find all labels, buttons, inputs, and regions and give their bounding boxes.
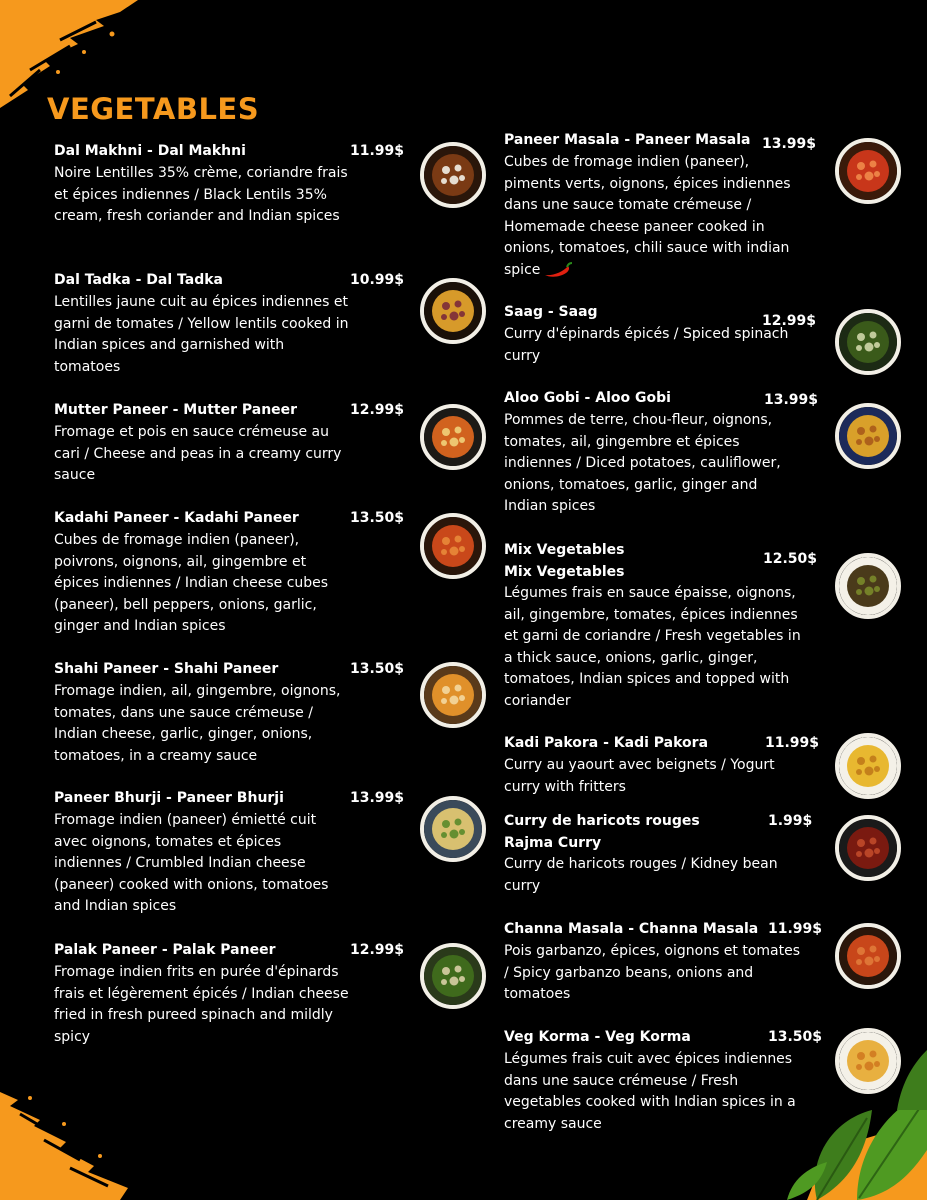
dal-makhni-bowl (420, 142, 486, 208)
veg-korma-bowl (835, 1028, 901, 1094)
aloo-gobi-bowl (835, 403, 901, 469)
dish-price: 13.50$ (350, 661, 405, 677)
section-title: VEGETABLES (47, 92, 260, 126)
dish-description-text: Pommes de terre, chou-fleur, oignons, tomates, ail, gingembre et épices indiennes / Diced potatoes, cauliflower, onions, tomatoes, garlic, ginger and Indian spices (504, 412, 781, 515)
dish-price: 13.99$ (350, 790, 405, 806)
dish-description (54, 530, 350, 638)
dal-tadka-bowl (420, 278, 486, 344)
dish-description-text: Cubes de fromage indien (paneer), poivrons, oignons, ail, gingembre et épices indiennes / Indian cheese cubes (paneer), bell peppers, onions, garlic, ginger and Indian spices (54, 532, 329, 635)
dish-name: Veg Korma - Veg Korma (504, 1029, 691, 1045)
orange-brush-bottom-left (0, 1080, 140, 1200)
mix-vegetables-bowl (835, 553, 901, 619)
dish-description (504, 152, 804, 282)
dish-price: 10.99$ (350, 272, 405, 288)
dish-name: Aloo Gobi - Aloo Gobi (504, 390, 671, 406)
dish-description-text: Cubes de fromage indien (paneer), piments verts, oignons, épices indiennes dans une sauce tomate crémeuse / Homemade cheese paneer cooked in onions, tomatoes, chili sauce with indian spice (504, 154, 791, 278)
mutter-paneer-bowl (420, 404, 486, 470)
dish-price: 13.99$ (764, 392, 819, 408)
dish-name: Shahi Paneer - Shahi Paneer (54, 661, 279, 677)
dish-description (54, 292, 350, 378)
dish-name: Dal Makhni - Dal Makhni (54, 143, 246, 159)
dish-description-text: Fromage indien frits en purée d'épinards frais et légèrement épicés / Indian cheese fried in fresh pureed spinach and mildly spicy (54, 964, 349, 1045)
dish-description-text: Fromage et pois en sauce crémeuse au cari / Cheese and peas in a creamy curry sauce (54, 424, 342, 484)
dish-description-text: Légumes frais en sauce épaisse, oignons, ail, gingembre, tomates, épices indiennes et garni de coriandre / Fresh vegetables in a thick sauce, onions, garlic, ginger, tomatoes, Indian spices and topped with coriander (504, 585, 801, 709)
dish-description-text: Curry d'épinards épicés / Spiced spinach curry (504, 326, 789, 364)
dish-description (504, 854, 804, 897)
paneer-bhurji-bowl (420, 796, 486, 862)
dish-description (504, 410, 804, 518)
kadi-pakora-bowl (835, 733, 901, 799)
dish-price: 13.50$ (768, 1029, 823, 1045)
dish-description (54, 681, 350, 767)
dish-description (504, 583, 804, 713)
dish-price: 13.50$ (350, 510, 405, 526)
dish-name: Mutter Paneer - Mutter Paneer (54, 402, 298, 418)
dish-name: Paneer Bhurji - Paneer Bhurji (54, 790, 284, 806)
dish-description (504, 941, 804, 1006)
saag-bowl (835, 309, 901, 375)
dish-description-text: Pois garbanzo, épices, oignons et tomates / Spicy garbanzo beans, onions and tomatoes (504, 943, 801, 1003)
dish-description-text: Fromage indien (paneer) émietté cuit avec oignons, tomates et épices indiennes / Crumbled Indian cheese (paneer) cooked with onions, tomatoes and Indian spices (54, 812, 329, 915)
dish-description (504, 1049, 804, 1135)
dish-name: Kadahi Paneer - Kadahi Paneer (54, 510, 299, 526)
dish-name: Mix Vegetables Mix Vegetables (504, 542, 625, 580)
dish-name: Palak Paneer - Palak Paneer (54, 942, 276, 958)
dish-description-text: Légumes frais cuit avec épices indiennes dans une sauce crémeuse / Fresh vegetables cooked with Indian spices in a creamy sauce (504, 1051, 796, 1132)
dish-description-text: Lentilles jaune cuit au épices indiennes et garni de tomates / Yellow lentils cooked in Indian spices and garnished with tomatoes (54, 294, 349, 375)
dish-name: Kadi Pakora - Kadi Pakora (504, 735, 709, 751)
dish-description (54, 163, 350, 228)
paneer-masala-bowl (835, 138, 901, 204)
dish-description (504, 324, 804, 367)
dish-name: Paneer Masala - Paneer Masala (504, 132, 751, 148)
dish-price: 11.99$ (350, 143, 405, 159)
dish-description-text: Curry de haricots rouges / Kidney bean curry (504, 856, 778, 894)
dish-price: 12.99$ (350, 942, 405, 958)
rajma-curry-bowl (835, 815, 901, 881)
dish-price: 12.99$ (350, 402, 405, 418)
palak-paneer-bowl (420, 943, 486, 1009)
dish-description (54, 422, 350, 487)
dish-price: 1.99$ (768, 813, 813, 829)
dish-name: Channa Masala - Channa Masala (504, 921, 759, 937)
channa-masala-bowl (835, 923, 901, 989)
dish-price: 12.50$ (763, 551, 818, 567)
dish-price: 11.99$ (768, 921, 823, 937)
dish-description-text: Noire Lentilles 35% crème, coriandre frais et épices indiennes / Black Lentils 35% cream, fresh coriander and Indian spices (54, 165, 348, 225)
dish-price: 12.99$ (762, 313, 817, 329)
dish-description (504, 755, 804, 798)
dish-description-text: Fromage indien, ail, gingembre, oignons, tomates, dans une sauce crémeuse / Indian cheese, garlic, ginger, onions, tomatoes, in a creamy sauce (54, 683, 341, 764)
dish-price: 11.99$ (765, 735, 820, 751)
dish-description-text: Curry au yaourt avec beignets / Yogurt curry with fritters (504, 757, 775, 795)
dish-name: Saag - Saag (504, 304, 598, 320)
dish-description (54, 962, 350, 1048)
kadahi-paneer-bowl (420, 513, 486, 579)
dish-description (54, 810, 350, 918)
dish-name: Curry de haricots rouges Rajma Curry (504, 813, 700, 851)
dish-price: 13.99$ (762, 136, 817, 152)
dish-name: Dal Tadka - Dal Tadka (54, 272, 223, 288)
chili-pepper-icon (543, 262, 573, 278)
shahi-paneer-bowl (420, 662, 486, 728)
